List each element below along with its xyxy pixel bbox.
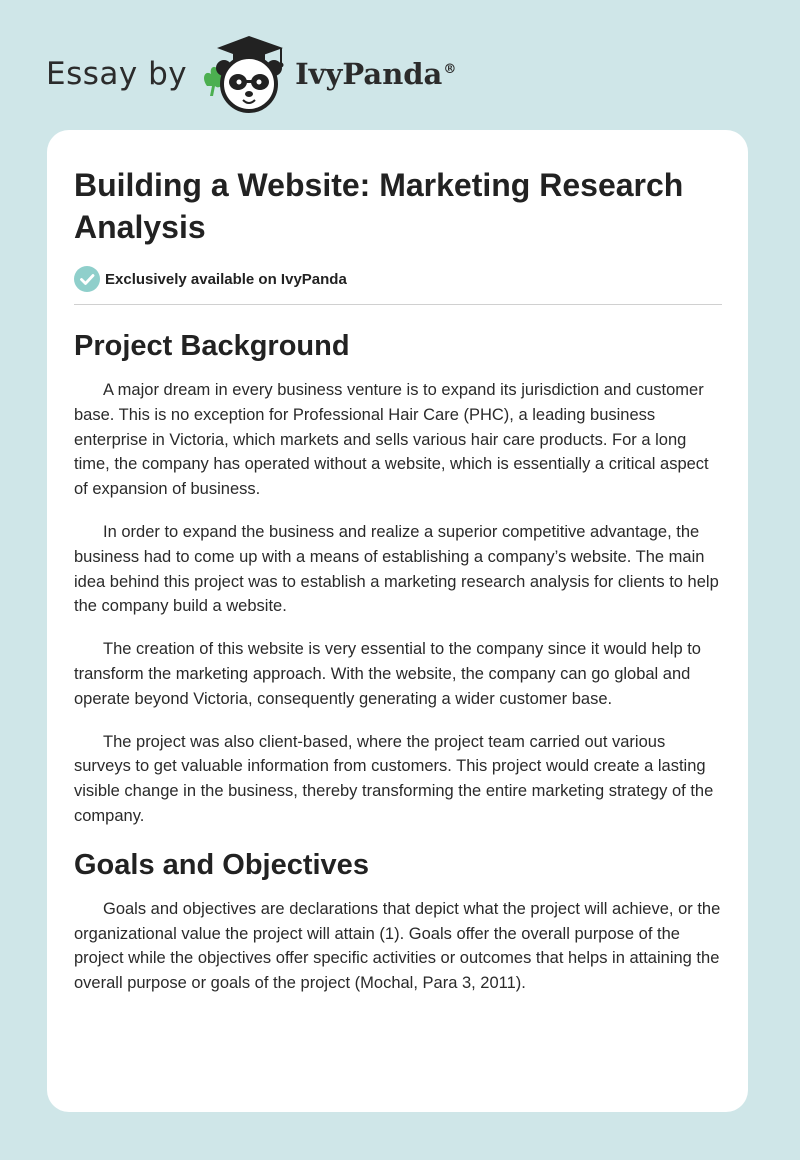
section-goals-and-objectives [74,847,722,996]
article-card [47,130,748,1112]
section-heading: Project Background [74,330,350,362]
divider [74,304,722,305]
brand-name[interactable]: IvyPanda® [295,57,457,91]
registered-mark: ® [443,62,457,78]
section-heading: Goals and Objectives [74,848,369,881]
badge-text: Exclusively available on IvyPanda [105,270,347,288]
exclusive-badge [74,266,722,292]
paragraph: A major dream in every business venture is to expand its jurisdiction and customer base. This is no exception for Professional Hair Care (PHC), a leading business enterprise in Victoria, which markets and sells various hair care products. For a long time, the company has operated without a website, which is essentially a critical aspect of expansion of business. [74,381,709,499]
site-header [46,34,546,114]
paragraph: In order to expand the business and realize a superior competitive advantage, the business had to come up with a means of establishing a company’s website. The main idea behind this project was to establish a marketing research analysis for clients to help the company build a website. [74,522,719,616]
paragraph: Goals and objectives are declarations that depict what the project will achieve, or the organizational value the project will attain (1). Goals offer the overall purpose of the project while the objectives offer specific activities or outcomes that helps in attaining the overall purpose or goals of the project (Mochal, Para 3, 2011). [74,899,721,993]
panda-logo-icon[interactable] [197,34,293,114]
article-body [74,164,722,996]
section-project-background [74,328,722,829]
paragraph: The creation of this website is very essential to the company since it would help to transform the marketing approach. With the website, the company can go global and operate beyond Victoria, consequently generating a wider customer base. [74,640,701,708]
check-circle-icon [74,266,100,292]
article-title: Building a Website: Marketing Research Analysis [74,167,684,245]
paragraph: The project was also client-based, where the project team carried out various surveys to get valuable information from customers. This project would create a lasting visible change in the business, thereby transforming the entire marketing strategy of the company. [74,732,714,825]
essay-by-label: Essay by [46,56,188,92]
